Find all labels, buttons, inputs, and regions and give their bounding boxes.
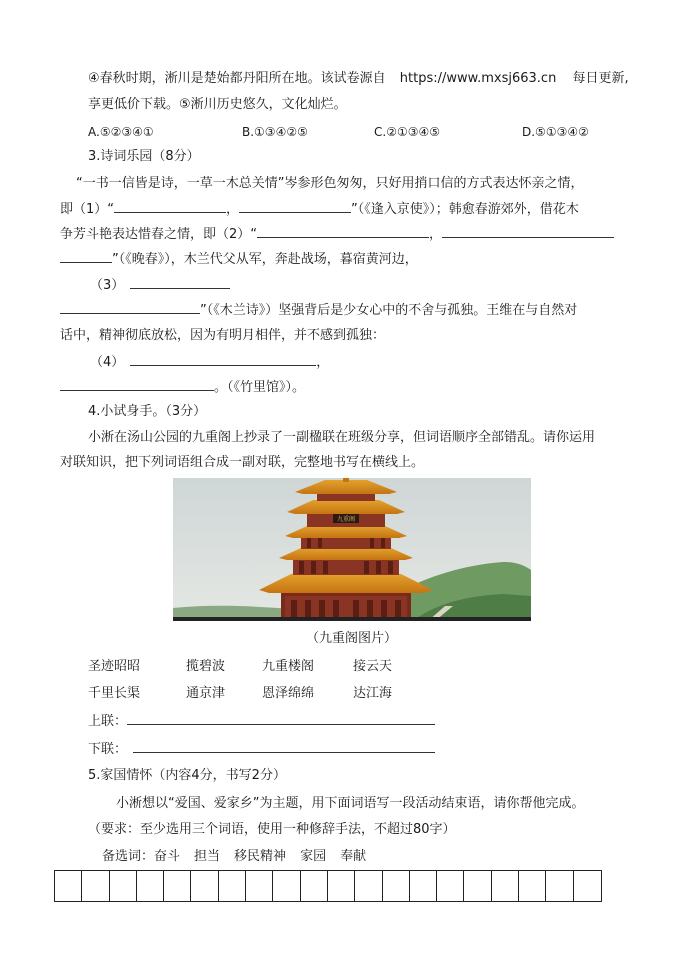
q3-line4-b: ”（《晚春》），木兰代父从军，奔赴战场，暮宿黄河边， (112, 252, 418, 267)
q5-line2: （要求：至少选用三个词语，使用一种修辞手法，不超过80字） (88, 822, 456, 837)
word-item: 恩泽绵绵 (262, 686, 315, 701)
option-d: D.⑤①③④② (522, 125, 589, 139)
candidate-words (102, 848, 366, 866)
q3-line5-a: （3） (90, 278, 125, 293)
word-item: 揽碧波 (186, 659, 226, 674)
answer-blank[interactable] (114, 200, 226, 213)
option-c: C.②①③④⑤ (374, 125, 440, 139)
q3-line2-b: ， (226, 202, 240, 217)
grid-cell[interactable] (328, 871, 355, 901)
answer-blank[interactable] (130, 353, 316, 366)
grid-cell[interactable] (574, 871, 601, 901)
writing-grid[interactable] (54, 870, 602, 902)
grid-cell[interactable] (519, 871, 546, 901)
option-b: B.①③④②⑤ (242, 125, 308, 139)
q2-line1-tail: 每日更新, (572, 71, 629, 86)
q3-line4 (60, 250, 418, 269)
upper-couplet-line (88, 712, 435, 731)
q3-line6-b: ”（《木兰诗》）坚强背后是少女心中的不舍与孤独。王维在与自然对 (200, 303, 578, 318)
q5-title: 5.家国情怀（内容4分，书写2分） (88, 768, 286, 783)
upper-couplet-blank[interactable] (127, 712, 435, 725)
q4-title: 4.小试身手。（3分） (88, 404, 207, 419)
grid-cell[interactable] (383, 871, 410, 901)
word-item: 达江海 (353, 686, 393, 701)
grid-cell[interactable] (164, 871, 191, 901)
q2-line1-text: ④春秋时期，淅川是楚始都丹阳所在地。该试卷源自 (88, 71, 386, 86)
answer-blank[interactable] (442, 225, 614, 238)
q3-title: 3.诗词乐园（8分） (88, 149, 200, 164)
grid-cell[interactable] (55, 871, 82, 901)
q3-line7: 话中，精神彻底放松，因为有明月相伴，并不感到孤独： (60, 328, 386, 343)
q2-line2: 享更低价下载。⑤淅川历史悠久，文化灿烂。 (88, 97, 347, 112)
q3-line9-b: 。（《竹里馆》）。 (214, 380, 306, 395)
upper-couplet-label: 上联： (88, 714, 128, 729)
grid-cell[interactable] (191, 871, 218, 901)
candidates-label: 备选词： (102, 849, 155, 864)
candidate-word: 移民精神 (234, 849, 287, 864)
q2-line1 (88, 70, 629, 88)
lower-couplet-line (88, 740, 435, 759)
lower-couplet-label: 下联： (88, 742, 128, 757)
grid-cell[interactable] (355, 871, 382, 901)
word-item: 九重楼阁 (262, 659, 315, 674)
candidate-word: 奋斗 (154, 849, 181, 864)
grid-cell[interactable] (219, 871, 246, 901)
answer-blank[interactable] (60, 301, 200, 314)
answer-blank[interactable] (257, 225, 429, 238)
candidate-word: 担当 (194, 849, 221, 864)
word-item: 通京津 (186, 686, 226, 701)
grid-cell[interactable] (110, 871, 137, 901)
q3-line9 (60, 378, 305, 397)
answer-blank[interactable] (60, 250, 112, 263)
grid-cell[interactable] (546, 871, 573, 901)
source-url: https://www.mxsj663.cn (399, 71, 557, 86)
grid-cell[interactable] (492, 871, 519, 901)
q3-line5 (90, 276, 230, 295)
q5-line1: 小淅想以“爱国、爱家乡”为主题，用下面词语写一段活动结束语，请你帮他完成。 (116, 796, 585, 811)
q4-line2: 对联知识，把下列词语组合成一副对联，完整地书写在横线上。 (60, 455, 425, 470)
q3-line2-c: ”（《逢入京使》）；韩愈春游郊外，借花木 (351, 202, 579, 217)
grid-cell[interactable] (82, 871, 109, 901)
word-item: 千里长渠 (88, 686, 141, 701)
answer-blank[interactable] (130, 276, 230, 289)
candidate-word: 家园 (300, 849, 327, 864)
q3-line3-b: ， (429, 227, 443, 242)
word-item: 圣迹昭昭 (88, 659, 141, 674)
q3-line8-a: （4） (90, 355, 125, 370)
q3-line8 (90, 353, 329, 372)
grid-cell[interactable] (273, 871, 300, 901)
q3-line2-a: 即（1）“ (60, 202, 115, 217)
answer-blank[interactable] (60, 378, 214, 391)
pavilion-photo (173, 478, 531, 621)
image-caption: （九重阁图片） (306, 631, 398, 646)
q4-line1: 小淅在汤山公园的九重阁上抄录了一副楹联在班级分享，但词语顺序全部错乱。请你运用 (88, 430, 596, 445)
grid-cell[interactable] (410, 871, 437, 901)
grid-cell[interactable] (246, 871, 273, 901)
q3-line8-b: ， (316, 355, 330, 370)
option-a: A.⑤②③④① (88, 125, 154, 139)
q3-line2 (60, 200, 579, 219)
grid-cell[interactable] (301, 871, 328, 901)
pavilion-plaque: 九重阁 (336, 516, 356, 523)
q3-line1: “一书一信皆是诗，一草一木总关情”岑参形色匆匆，只好用捎口信的方式表达怀亲之情， (76, 176, 584, 191)
word-item: 接云天 (353, 659, 393, 674)
grid-cell[interactable] (464, 871, 491, 901)
candidate-word: 奉献 (340, 849, 367, 864)
grid-cell[interactable] (437, 871, 464, 901)
grid-cell[interactable] (137, 871, 164, 901)
lower-couplet-blank[interactable] (133, 740, 435, 753)
q3-line3 (60, 225, 614, 244)
answer-blank[interactable] (239, 200, 351, 213)
q3-line6 (60, 301, 577, 320)
q3-line3-a: 争芳斗艳表达惜春之情，即（2）“ (60, 227, 258, 242)
